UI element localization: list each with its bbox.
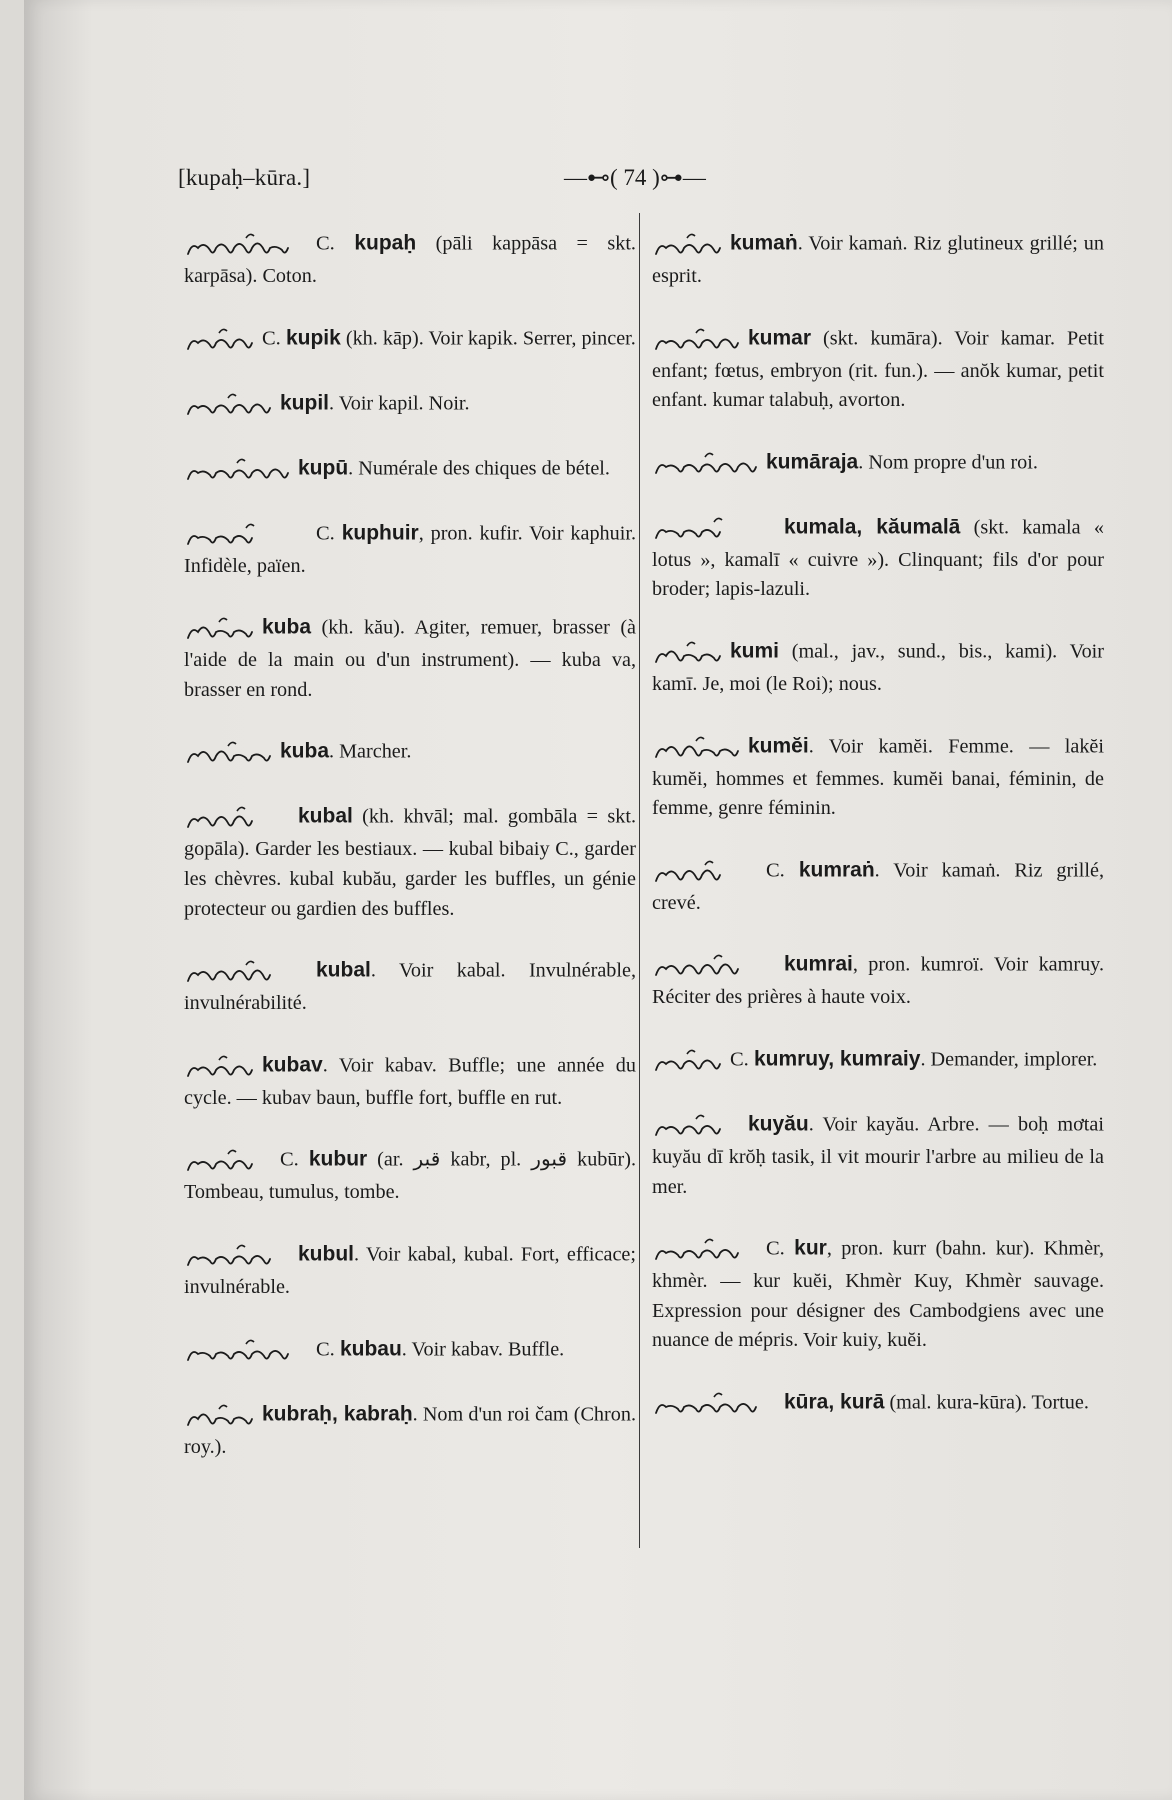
dictionary-entry — [184, 518, 636, 582]
cham-script-glyph — [652, 1387, 776, 1421]
entry-headword: kuba — [262, 615, 312, 639]
entry-definition: . Voir kayău. Arbre. — boḥ mơtai kuyău dī krŏḥ tasik, il vit mourir l'arbre au milieu de la mer. — [652, 1113, 1104, 1198]
dictionary-entry — [652, 1109, 1104, 1202]
dictionary-entry — [652, 323, 1104, 416]
page-number: —⊷( 74 )⊶— — [564, 165, 706, 190]
entry-definition: , pron. kufir. Voir kaphuir. Infidèle, païen. — [184, 522, 636, 577]
entry-headword: kupū — [298, 456, 349, 480]
entry-headword: kur — [794, 1236, 827, 1260]
entry-headword: kumrai — [784, 952, 853, 976]
entry-headword: kubul — [298, 1242, 354, 1266]
dictionary-entry — [184, 388, 636, 422]
page-header — [24, 165, 1172, 205]
cham-script-glyph — [184, 1050, 254, 1084]
entry-headword: kumaṅ — [730, 231, 798, 255]
entry-headword: kūra, kurā — [784, 1390, 885, 1414]
entry-definition: (kh. kāp). Voir kapik. Serrer, pincer. — [340, 327, 636, 350]
entry-prefix: C. — [730, 1048, 754, 1071]
cham-script-glyph — [184, 388, 272, 422]
column-rule — [639, 213, 640, 1548]
dictionary-entry — [652, 1233, 1104, 1356]
entry-definition: . Demander, implorer. — [920, 1048, 1098, 1071]
page-range: [kupaḥ–kūra.] — [178, 165, 311, 190]
entry-definition: , pron. kurr (bahn. kur). Khmèr, khmèr. — kur kuĕi, Khmèr Kuy, Khmèr sauvage. Expression pour désigner des Cambodgiens avec une nuance de mépris. Voir kuiy, kuĕi. — [652, 1237, 1104, 1352]
entry-prefix: C. — [766, 859, 799, 882]
entry-prefix: C. — [316, 1338, 340, 1361]
entry-headword: kumi — [730, 639, 780, 663]
dictionary-entry — [184, 1239, 636, 1303]
cham-script-glyph — [652, 512, 776, 546]
entry-definition: . Voir kabav. Buffle; une année du cycle. — kubav baun, buffle fort, buffle en rut. — [184, 1054, 636, 1109]
dictionary-page — [24, 0, 1172, 1800]
dictionary-entry — [184, 228, 636, 292]
dictionary-entry — [652, 1387, 1104, 1421]
dictionary-entry — [652, 228, 1104, 292]
cham-script-glyph — [652, 228, 722, 262]
entry-definition: . Nom d'un roi čam (Chron. roy.). — [184, 1403, 636, 1458]
entry-headword: kubal — [298, 805, 353, 829]
cham-script-glyph — [184, 1334, 308, 1368]
cham-script-glyph — [652, 1109, 740, 1143]
cham-script-glyph — [652, 323, 740, 357]
dictionary-entry — [652, 731, 1104, 824]
cham-script-glyph — [184, 801, 290, 835]
dictionary-entry — [184, 323, 636, 357]
entry-headword: kumraṅ — [798, 858, 875, 882]
entry-definition: (mal., jav., sund., bis., kami). Voir kamī. Je, moi (le Roi); nous. — [652, 640, 1104, 695]
entry-prefix: C. — [262, 327, 286, 350]
dictionary-entry — [652, 447, 1104, 481]
cham-script-glyph — [184, 955, 308, 989]
entry-definition: . Nom propre d'un roi. — [858, 451, 1038, 474]
entry-headword: kumĕi — [748, 734, 809, 758]
entry-definition: . Numérale des chiques de bétel. — [348, 457, 610, 480]
entry-prefix: C. — [316, 232, 355, 255]
entry-definition: (kh. khvāl; mal. gombāla = skt. gopāla). Garder les bestiaux. — kubal bibaiy C., garder les chèvres. kubal kubău, garder les buffles, un génie protecteur ou gardien des buffles. — [184, 806, 636, 920]
cham-script-glyph — [184, 453, 290, 487]
entry-definition: , pron. kumroï. Voir kamruy. Réciter des prières à haute voix. — [652, 953, 1104, 1009]
entry-headword: kubau — [339, 1337, 402, 1361]
dictionary-entry — [652, 949, 1104, 1013]
cham-script-glyph — [652, 1233, 758, 1267]
entry-definition: (pāli kappāsa = skt. karpāsa). Coton. — [184, 232, 636, 287]
entry-definition: (skt. kamala « lotus », kamalī « cuivre »). Clinquant; fils d'or pour broder; lapis-lazuli. — [652, 516, 1104, 601]
entry-definition: (skt. kumāra). Voir kamar. Petit enfant; fœtus, embryon (rit. fun.). — anŏk kumar, petit enfant. kumar talabuḥ, avorton. — [652, 327, 1104, 412]
entry-headword: kumala, kăumalā — [784, 515, 961, 539]
entry-prefix: C. — [280, 1148, 309, 1171]
entry-definition: . Voir kamaṅ. Riz glutineux grillé; un esprit. — [652, 232, 1104, 287]
entry-definition: (mal. kura-kūra). Tortue. — [884, 1391, 1089, 1414]
entry-definition: . Voir kamĕi. Femme. — lakĕi kumĕi, hommes et femmes. kumĕi banai, féminin, de femme, genre féminin. — [652, 735, 1104, 820]
entry-definition: . Voir kabal, kubal. Fort, efficace; invulnérable. — [184, 1243, 636, 1298]
cham-script-glyph — [652, 636, 722, 670]
entry-headword: kuyău — [748, 1112, 809, 1136]
cham-script-glyph — [652, 447, 758, 481]
entry-definition: (ar. قبر kabr, pl. قبور kubūr). Tombeau, tumulus, tombe. — [184, 1148, 636, 1204]
entry-headword: kumar — [748, 326, 812, 350]
dictionary-entry — [652, 1044, 1104, 1078]
dictionary-entry — [184, 801, 636, 924]
dictionary-entry — [652, 512, 1104, 605]
entry-headword: kuba — [280, 740, 330, 764]
left-column — [184, 228, 636, 1493]
entry-headword: kubur — [308, 1147, 368, 1171]
entry-prefix: C. — [766, 1237, 795, 1260]
entry-definition: . Voir kabal. Invulnérable, invulnérabilité. — [184, 959, 636, 1015]
cham-script-glyph — [184, 1239, 290, 1273]
entry-prefix: C. — [316, 522, 342, 545]
entry-headword: kubal — [316, 958, 371, 982]
cham-script-glyph — [184, 518, 308, 552]
entry-headword: kumruy, kumraiy — [753, 1047, 921, 1071]
cham-script-glyph — [184, 1144, 272, 1178]
dictionary-entry — [652, 636, 1104, 700]
dictionary-entry — [184, 1050, 636, 1114]
dictionary-entry — [184, 1144, 636, 1208]
dictionary-entry — [184, 453, 636, 487]
dictionary-entry — [184, 736, 636, 770]
cham-script-glyph — [184, 736, 272, 770]
entry-headword: kuphuir — [341, 521, 419, 545]
cham-script-glyph — [184, 323, 254, 357]
entry-headword: kubav — [262, 1053, 323, 1077]
entry-headword: kupil — [280, 391, 330, 415]
entry-headword: kubraḥ, kabraḥ — [262, 1402, 413, 1426]
dictionary-entry — [652, 855, 1104, 919]
cham-script-glyph — [184, 1399, 254, 1433]
dictionary-entry — [184, 1399, 636, 1463]
dictionary-entry — [184, 955, 636, 1019]
entry-headword: kumāraja — [766, 450, 859, 474]
cham-script-glyph — [652, 1044, 722, 1078]
entry-definition: . Voir kabav. Buffle. — [401, 1338, 565, 1361]
entry-definition: (kh. kău). Agiter, remuer, brasser (à l'aide de la main ou d'un instrument). — kuba va, brasser en rond. — [184, 616, 636, 701]
dictionary-entry — [184, 1334, 636, 1368]
dictionary-entry — [184, 612, 636, 705]
entry-definition: . Voir kamaṅ. Riz grillé, crevé. — [652, 859, 1104, 914]
cham-script-glyph — [652, 855, 758, 889]
cham-script-glyph — [184, 612, 254, 646]
entry-definition: . Marcher. — [329, 741, 412, 764]
entry-headword: kupaḥ — [354, 231, 417, 255]
right-column — [652, 228, 1104, 1452]
entry-headword: kupik — [285, 326, 341, 350]
cham-script-glyph — [184, 228, 308, 262]
cham-script-glyph — [652, 949, 776, 983]
cham-script-glyph — [652, 731, 740, 765]
entry-definition: . Voir kapil. Noir. — [329, 392, 470, 415]
